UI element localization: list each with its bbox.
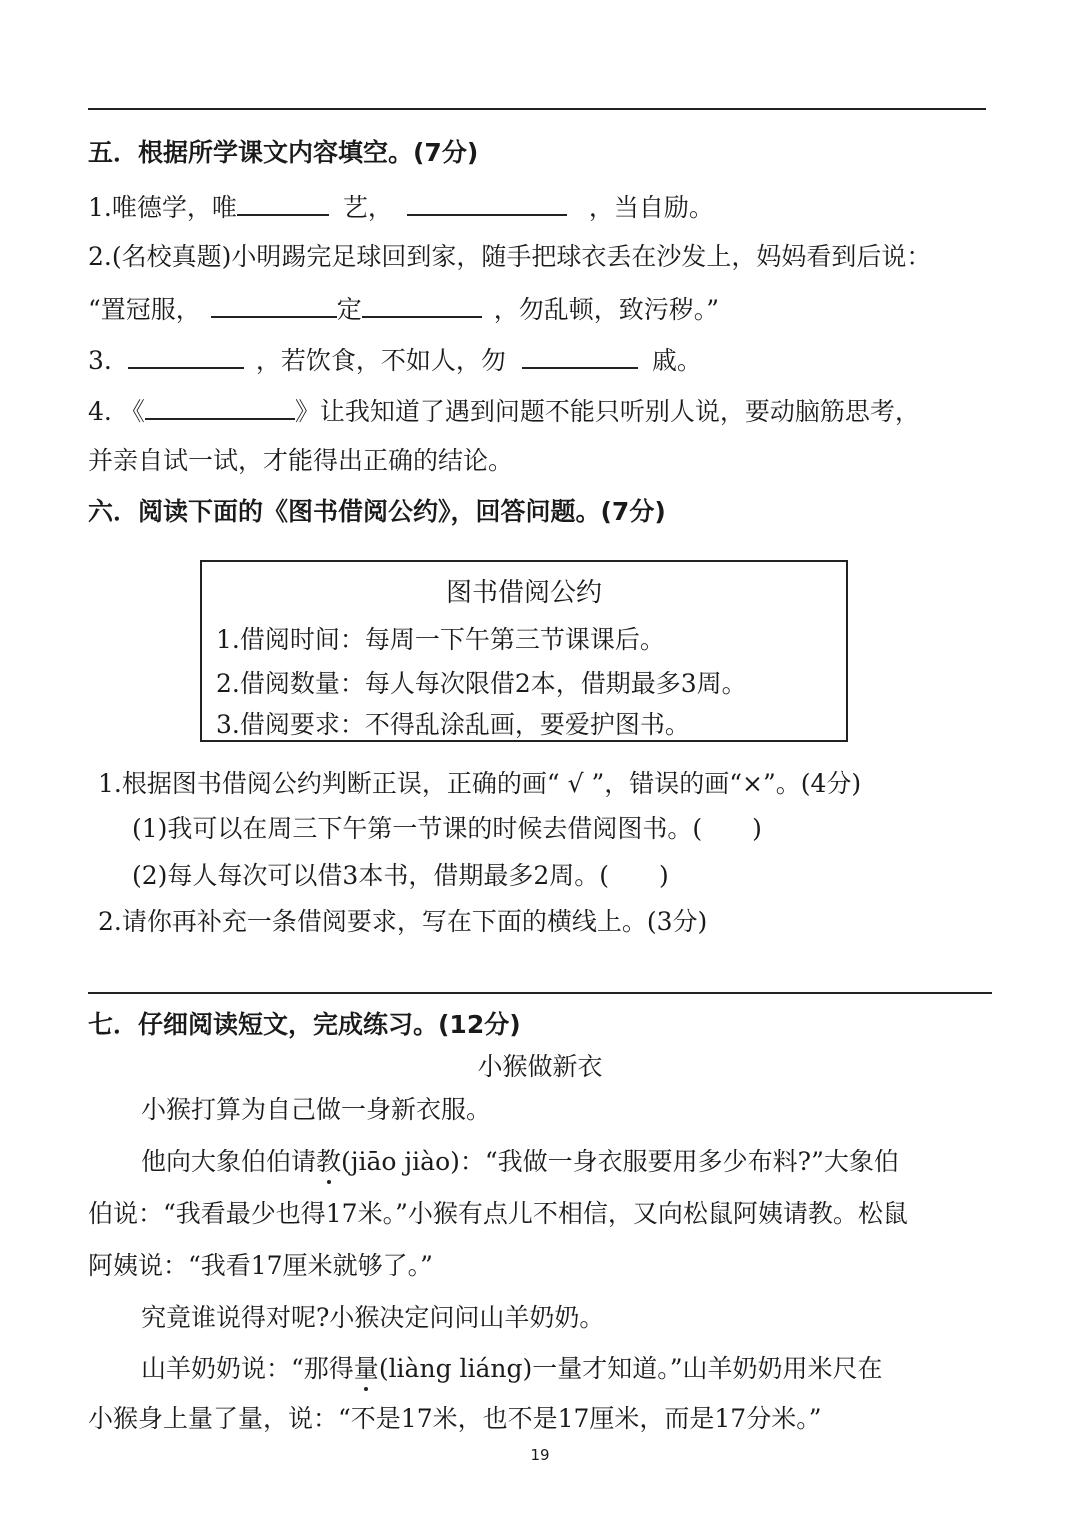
- library-rules-box: [200, 560, 848, 742]
- question-5-1: [88, 192, 714, 220]
- passage-text: 山羊奶奶说：“那得: [141, 1354, 354, 1383]
- section-divider: [88, 992, 992, 994]
- q5-3-text-c: 戚。: [651, 346, 702, 375]
- answer-blank[interactable]: [407, 192, 567, 216]
- passage-paragraph-4-line2: 小猴身上量了量，说：“不是17米，也不是17厘米，而是17分米。”: [88, 1404, 822, 1433]
- passage-paragraph-3: 究竟谁说得对呢?小猴决定问问山羊奶奶。: [141, 1303, 605, 1332]
- q5-2-text-c: ，勿乱顿，致污秽。”: [493, 295, 720, 324]
- q5-2-text-a: “置冠服，: [88, 295, 201, 324]
- question-5-3: [88, 345, 702, 373]
- answer-blank[interactable]: [522, 345, 638, 369]
- answer-blank[interactable]: [237, 192, 329, 216]
- question-5-4-line2: 并亲自试一试，才能得出正确的结论。: [88, 446, 514, 475]
- question-6-1-1: (1)我可以在周三下午第一节课的时候去借阅图书。( ): [132, 814, 762, 843]
- page-number: 19: [530, 1446, 550, 1464]
- library-rules-title: 图书借阅公约: [445, 578, 602, 608]
- dotted-character: 教: [316, 1147, 342, 1176]
- q5-4-close-bracket: 》: [294, 397, 320, 426]
- q5-1-text-a: 1.唯德学，唯: [88, 193, 237, 222]
- q5-4-text-b: 让我知道了遇到问题不能只听别人说，要动脑筋思考，: [319, 397, 920, 426]
- question-6-2: 2.请你再补充一条借阅要求，写在下面的横线上。(3分): [98, 907, 708, 936]
- question-5-2-line1: 2.(名校真题)小明踢完足球回到家，随手把球衣丢在沙发上，妈妈看到后说：: [88, 242, 932, 271]
- q5-1-text-c: ，当自励。: [588, 193, 714, 222]
- q5-2-text-b: 定: [336, 295, 362, 324]
- section5-heading: 五．根据所学课文内容填空。(7分): [88, 138, 479, 167]
- passage-text: (liàng liáng)一量才知道。”山羊奶奶用米尺在: [378, 1354, 883, 1383]
- library-rule-item: 3.借阅要求：不得乱涂乱画，要爱护图书。: [216, 710, 690, 739]
- passage-title: 小猴做新衣: [477, 1052, 603, 1081]
- answer-blank[interactable]: [145, 396, 295, 420]
- q5-3-text-a: 3.: [88, 346, 112, 375]
- passage-text: (jiāo jiào)：“我做一身衣服要用多少布料?”大象伯: [341, 1147, 899, 1176]
- passage-paragraph-4-line1: [141, 1356, 883, 1381]
- question-5-4-line1: [88, 396, 920, 424]
- question-6-1-2: (2)每人每次可以借3本书，借期最多2周。( ): [132, 861, 669, 890]
- passage-paragraph-2-line2: 伯说：“我看最少也得17米。”小猴有点儿不相信，又向松鼠阿姨请教。松鼠: [88, 1199, 908, 1228]
- section7-heading: 七．仔细阅读短文，完成练习。(12分): [88, 1010, 521, 1039]
- passage-text: 他向大象伯伯请: [141, 1147, 317, 1176]
- passage-paragraph-2-line3: 阿姨说：“我看17厘米就够了。”: [88, 1251, 433, 1280]
- answer-blank[interactable]: [211, 294, 337, 318]
- question-6-1: 1.根据图书借阅公约判断正误，正确的画“ √ ”，错误的画“×”。(4分): [98, 769, 862, 798]
- q5-3-text-b: ，若饮食，不如人，勿: [255, 346, 506, 375]
- q5-4-open-bracket: 《: [119, 397, 145, 426]
- q5-4-text-a: 4.: [88, 397, 112, 426]
- question-5-2-line2: [88, 294, 719, 322]
- library-rule-item: 2.借阅数量：每人每次限借2本，借期最多3周。: [216, 669, 747, 698]
- answer-blank[interactable]: [128, 345, 244, 369]
- library-rule-item: 1.借阅时间：每周一下午第三节课课后。: [216, 625, 665, 654]
- passage-paragraph-2-line1: [141, 1149, 899, 1174]
- answer-blank[interactable]: [362, 294, 482, 318]
- section6-heading: 六．阅读下面的《图书借阅公约》，回答问题。(7分): [88, 497, 666, 526]
- dotted-character: 量: [353, 1354, 379, 1383]
- top-rule: [88, 108, 986, 110]
- q5-1-text-b: 艺，: [342, 193, 393, 222]
- passage-paragraph-1: 小猴打算为自己做一身新衣服。: [141, 1095, 492, 1124]
